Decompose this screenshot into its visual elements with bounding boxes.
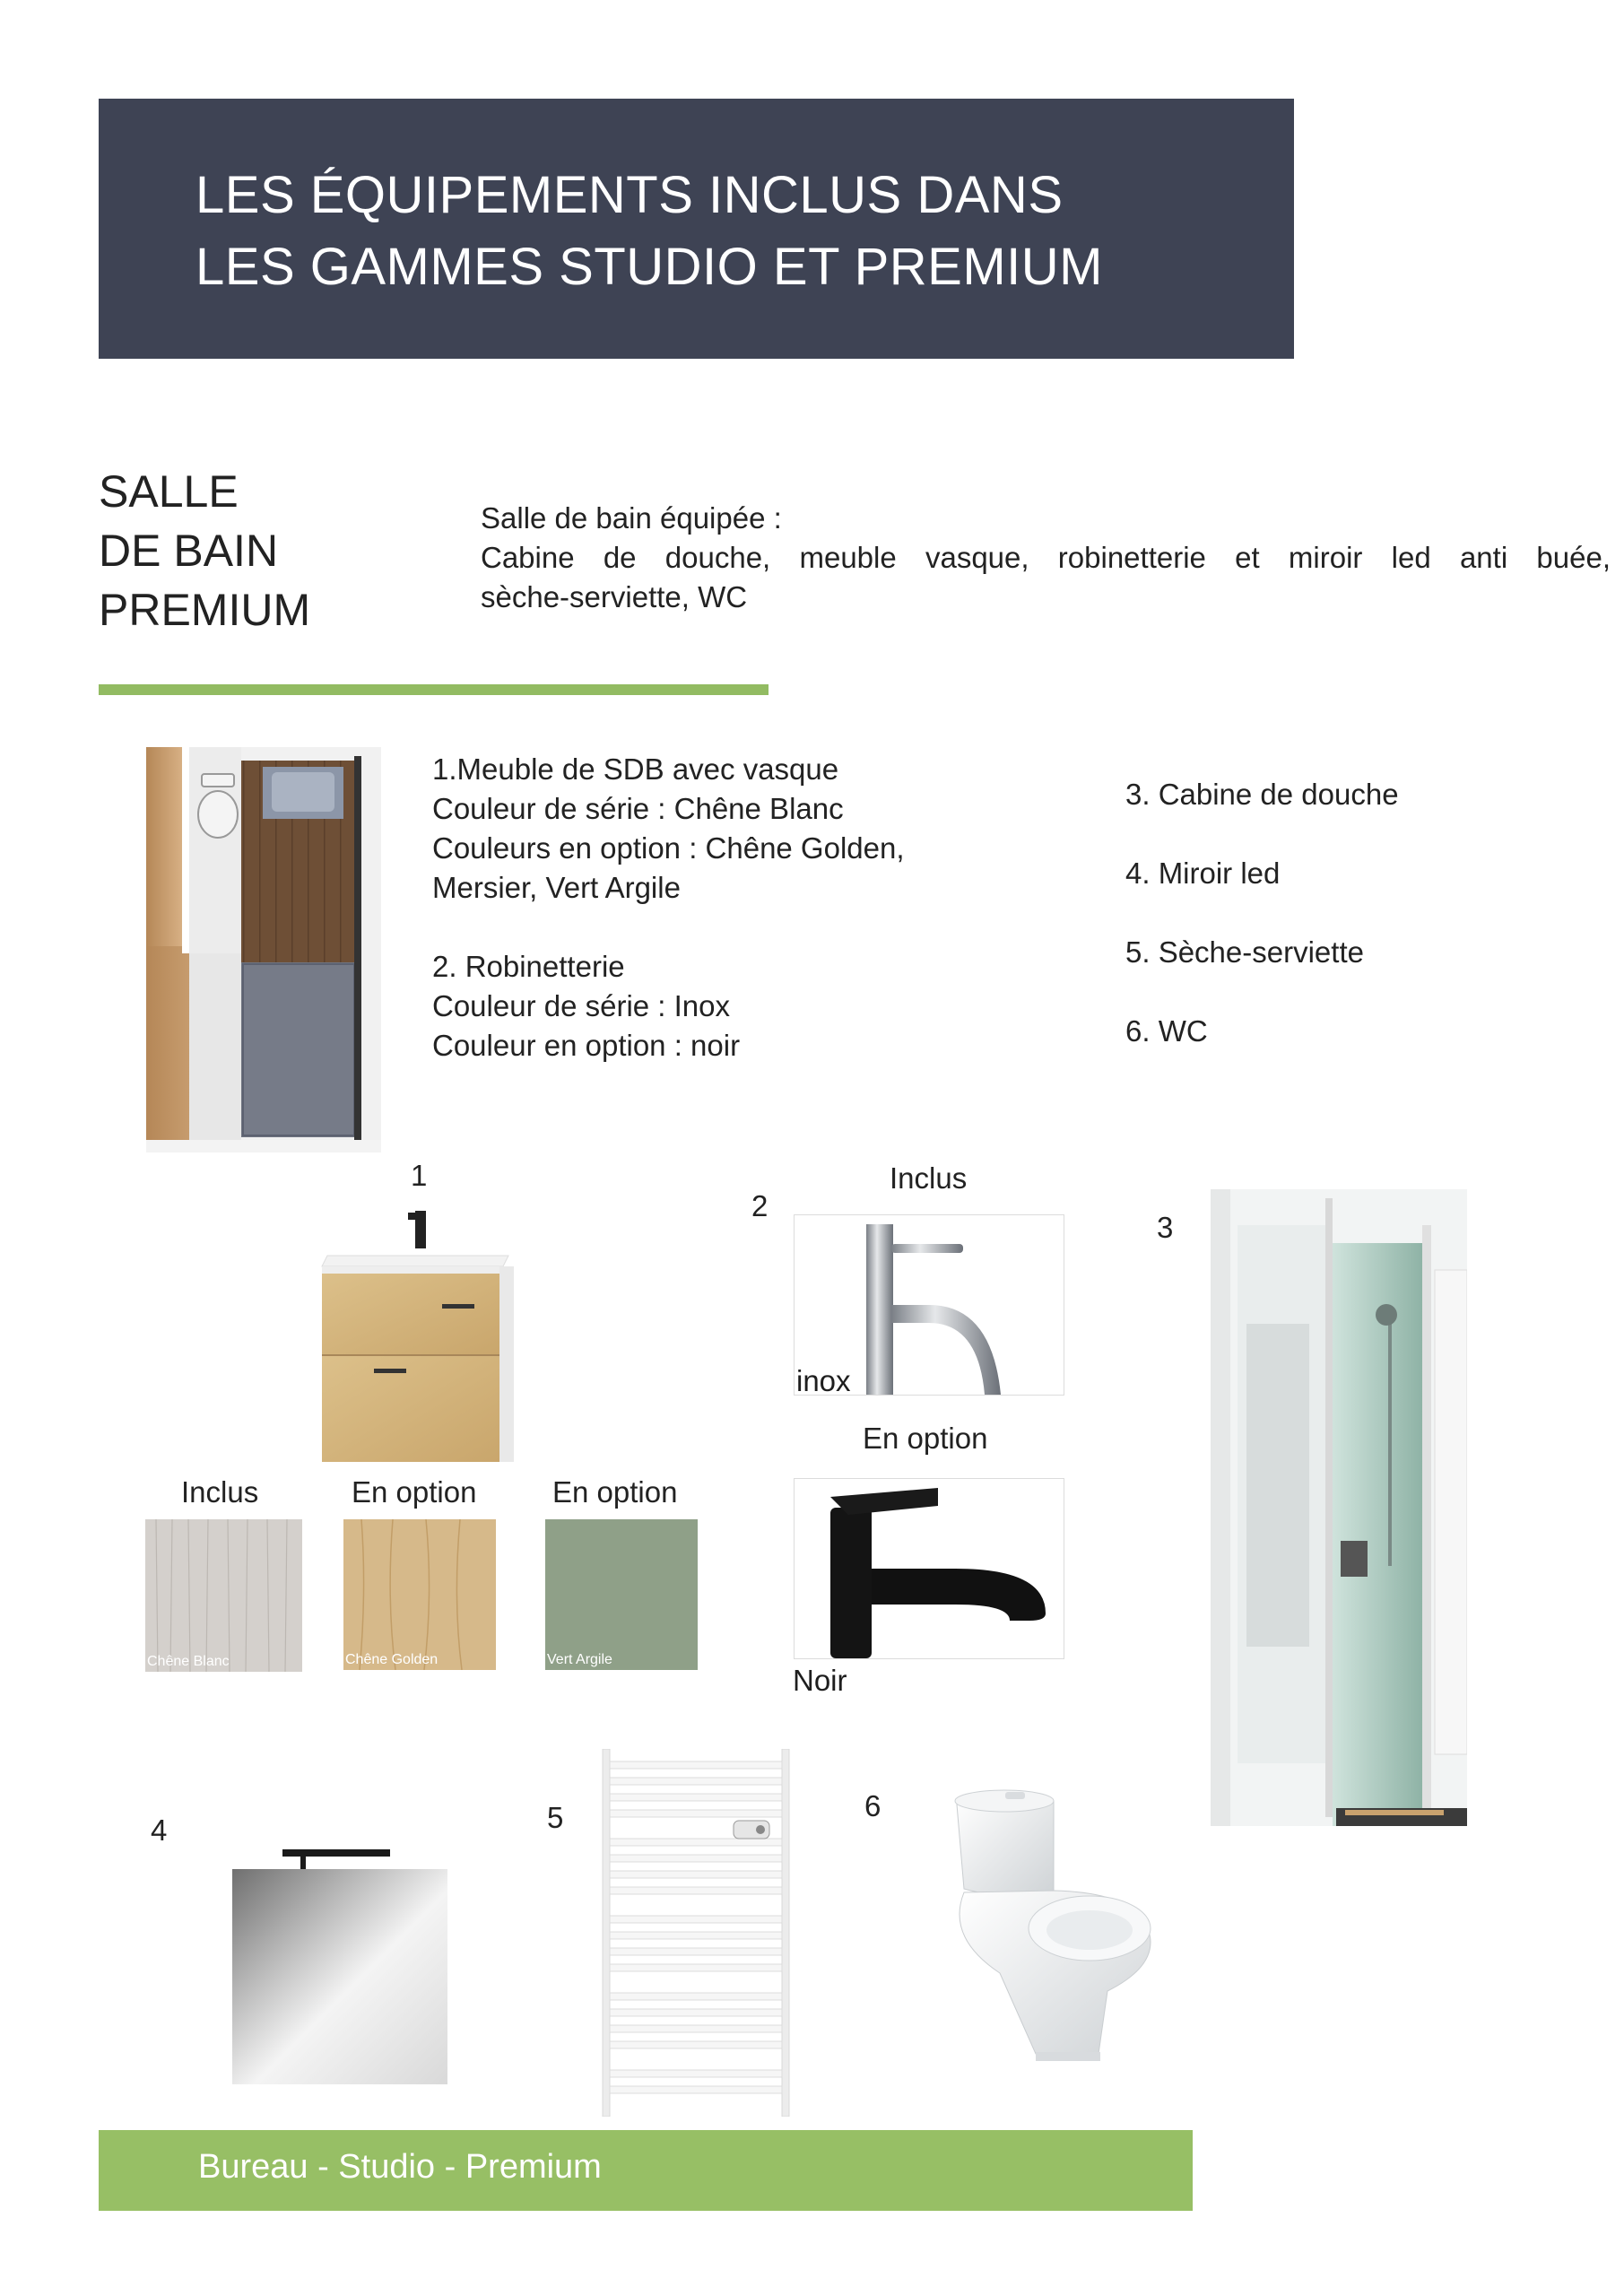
wc-toilet-image [928, 1785, 1188, 2090]
item-line: Couleur de série : Inox [432, 989, 731, 1022]
item-line: Couleur en option : noir [432, 1029, 741, 1062]
faucet-option-heading: En option [863, 1422, 988, 1455]
swatch-chene-blanc [145, 1519, 302, 1672]
section-intro [481, 499, 1611, 617]
item-line: 5. Sèche-serviette [1125, 935, 1364, 969]
header-title-line-1: LES ÉQUIPEMENTS INCLUS DANS [195, 166, 1064, 224]
swatch-heading-1: Inclus [181, 1475, 259, 1509]
faucet-noir-image [793, 1478, 1064, 1697]
item-number-1: 1 [411, 1159, 428, 1192]
section-title-line: PREMIUM [99, 585, 311, 635]
header-title-line-2: LES GAMMES STUDIO ET PREMIUM [195, 238, 1103, 296]
item-line: Couleurs en option : Chêne Golden, [432, 831, 905, 865]
faucet-inox-image [794, 1214, 1064, 1396]
intro-line: Salle de bain équipée : [481, 501, 782, 535]
swatch-heading-2: En option [352, 1475, 477, 1509]
item-list-right [1125, 755, 1399, 1071]
footer-banner [99, 2130, 1193, 2211]
section-title [99, 462, 310, 639]
floor-plan-image [146, 747, 381, 1152]
item-number-2: 2 [751, 1189, 769, 1222]
item-line: 4. Miroir led [1125, 857, 1281, 890]
item-line: 6. WC [1125, 1014, 1208, 1048]
swatch-vert-argile [545, 1519, 698, 1670]
swatch-heading-3: En option [552, 1475, 678, 1509]
item-line: 2. Robinetterie [432, 950, 625, 983]
item-list-left [432, 750, 905, 1065]
faucet-inox-label: inox [796, 1364, 851, 1397]
intro-line: Cabine de douche, meuble vasque, robinetterie et miroir led anti buée, [481, 541, 1611, 574]
footer-text: Bureau - Studio - Premium [198, 2148, 602, 2186]
vanity-cabinet-image [318, 1211, 525, 1462]
swatch-chene-golden [343, 1519, 496, 1670]
towel-radiator-image [599, 1749, 793, 2117]
section-title-line: DE BAIN [99, 526, 279, 576]
swatch-label: Chêne Blanc [147, 1654, 230, 1669]
item-number-4: 4 [151, 1813, 168, 1847]
led-mirror-image [229, 1830, 480, 2085]
item-line: Couleur de série : Chêne Blanc [432, 792, 844, 825]
faucet-noir-label: Noir [793, 1664, 847, 1697]
item-line: Mersier, Vert Argile [432, 871, 681, 904]
intro-line: sèche-serviette, WC [481, 580, 748, 613]
item-line: 3. Cabine de douche [1125, 778, 1399, 811]
shower-cabin-image [1211, 1189, 1467, 1826]
section-title-line: SALLE [99, 466, 239, 517]
header-banner [99, 99, 1294, 359]
swatch-label: Chêne Golden [345, 1652, 439, 1667]
section-divider [99, 684, 769, 695]
faucet-inclus-heading: Inclus [890, 1161, 968, 1195]
item-number-6: 6 [864, 1789, 881, 1822]
item-line: 1.Meuble de SDB avec vasque [432, 752, 839, 786]
item-number-3: 3 [1157, 1211, 1174, 1244]
item-number-5: 5 [547, 1801, 564, 1834]
swatch-label: Vert Argile [547, 1652, 612, 1667]
